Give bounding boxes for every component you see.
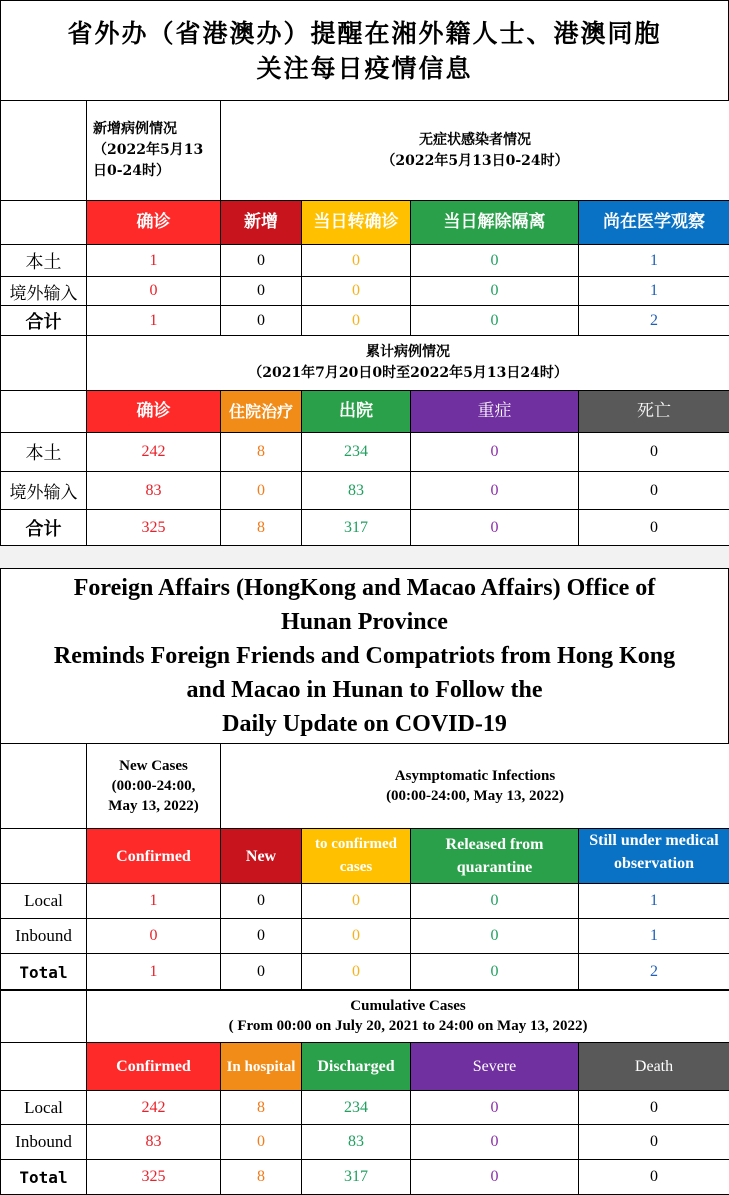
en-cum-col-discharged: Discharged (302, 1043, 411, 1091)
row-label: Total (1, 954, 87, 991)
table-row: 境外输入 0 0 0 0 1 (1, 277, 729, 306)
row-label: Inbound (1, 919, 87, 954)
cn-cum-col-hospital: 住院治疗 (221, 391, 302, 433)
table-row: Inbound 83 0 83 0 0 (1, 1125, 729, 1160)
row-label: 境外输入 (1, 277, 87, 306)
cn-cum-col-severe: 重症 (411, 391, 579, 433)
row-label: Local (1, 1091, 87, 1125)
en-cum-col-hospital: In hospital (221, 1043, 302, 1091)
table-row: Inbound 0 0 0 0 1 (1, 919, 729, 954)
cn-col-observation: 尚在医学观察 (579, 201, 729, 245)
row-label: Local (1, 884, 87, 919)
row-label: 合计 (1, 510, 87, 546)
en-asym-header: Asymptomatic Infections (00:00-24:00, May 13, 2022) (221, 744, 729, 829)
en-cum-col-confirmed: Confirmed (87, 1043, 221, 1091)
cn-col-released: 当日解除隔离 (411, 201, 579, 245)
en-daily-table (0, 743, 729, 991)
cn-col-to-confirmed: 当日转确诊 (302, 201, 411, 245)
cn-cum-col-discharged: 出院 (302, 391, 411, 433)
en-title-line5: Daily Update on COVID-19 (222, 711, 507, 737)
en-title-line4: and Macao in Hunan to Follow the (186, 677, 543, 703)
en-title (0, 568, 729, 744)
cn-title-line1: 省外办（省港澳办）提醒在湘外籍人士、港澳同胞 (67, 18, 662, 48)
en-col-to-confirmed: to confirmed cases (302, 829, 411, 884)
row-label: 合计 (1, 306, 87, 336)
en-col-new: New (221, 829, 302, 884)
en-title-line3: Reminds Foreign Friends and Compatriots from Hong Kong (53, 643, 676, 669)
table-row: 合计 325 8 317 0 0 (1, 510, 729, 546)
table-row: Local 1 0 0 0 1 (1, 884, 729, 919)
table-row: 本土 242 8 234 0 0 (1, 433, 729, 472)
cn-cum-header: 累计病例情况 （2021年7月20日0时至2022年5月13日24时） (87, 336, 729, 391)
en-col-observation: Still under medical observation (579, 829, 729, 884)
cn-daily-table (0, 100, 729, 336)
cn-corner-cell (1, 101, 87, 201)
en-cum-col-severe: Severe (411, 1043, 579, 1091)
cn-col-new: 新增 (221, 201, 302, 245)
en-title-line2: Hunan Province (281, 609, 448, 635)
en-cumulative-table (0, 989, 729, 1195)
en-new-cases-header: New Cases (00:00-24:00, May 13, 2022) (87, 744, 221, 829)
table-row: Total 1 0 0 0 2 (1, 954, 729, 991)
en-cum-col-death: Death (579, 1043, 729, 1091)
cn-cum-col-death: 死亡 (579, 391, 729, 433)
cn-title-line2: 关注每日疫情信息 (256, 53, 473, 83)
en-col-confirmed: Confirmed (87, 829, 221, 884)
cn-title (0, 0, 729, 101)
cn-asym-header: 无症状感染者情况 （2022年5月13日0-24时） (221, 101, 729, 201)
row-label: 本土 (1, 245, 87, 277)
table-row: Total 325 8 317 0 0 (1, 1160, 729, 1195)
table-row: 境外输入 83 0 83 0 0 (1, 472, 729, 510)
row-label: Total (1, 1160, 87, 1195)
en-title-line1: Foreign Affairs (HongKong and Macao Affairs) Office of (73, 575, 656, 601)
table-row: 本土 1 0 0 0 1 (1, 245, 729, 277)
section-divider (0, 546, 729, 568)
cn-cum-col-confirmed: 确诊 (87, 391, 221, 433)
table-row: Local 242 8 234 0 0 (1, 1091, 729, 1125)
row-label: Inbound (1, 1125, 87, 1160)
cn-new-cases-header: 新增病例情况（2022年5月13日0-24时） (87, 101, 221, 201)
table-row: 合计 1 0 0 0 2 (1, 306, 729, 336)
row-label: 境外输入 (1, 472, 87, 510)
cn-col-confirmed: 确诊 (87, 201, 221, 245)
en-cum-header: Cumulative Cases ( From 00:00 on July 20, 2021 to 24:00 on May 13, 2022) (87, 990, 729, 1043)
row-label: 本土 (1, 433, 87, 472)
cn-cumulative-table (0, 335, 729, 546)
en-col-released: Released from quarantine (411, 829, 579, 884)
